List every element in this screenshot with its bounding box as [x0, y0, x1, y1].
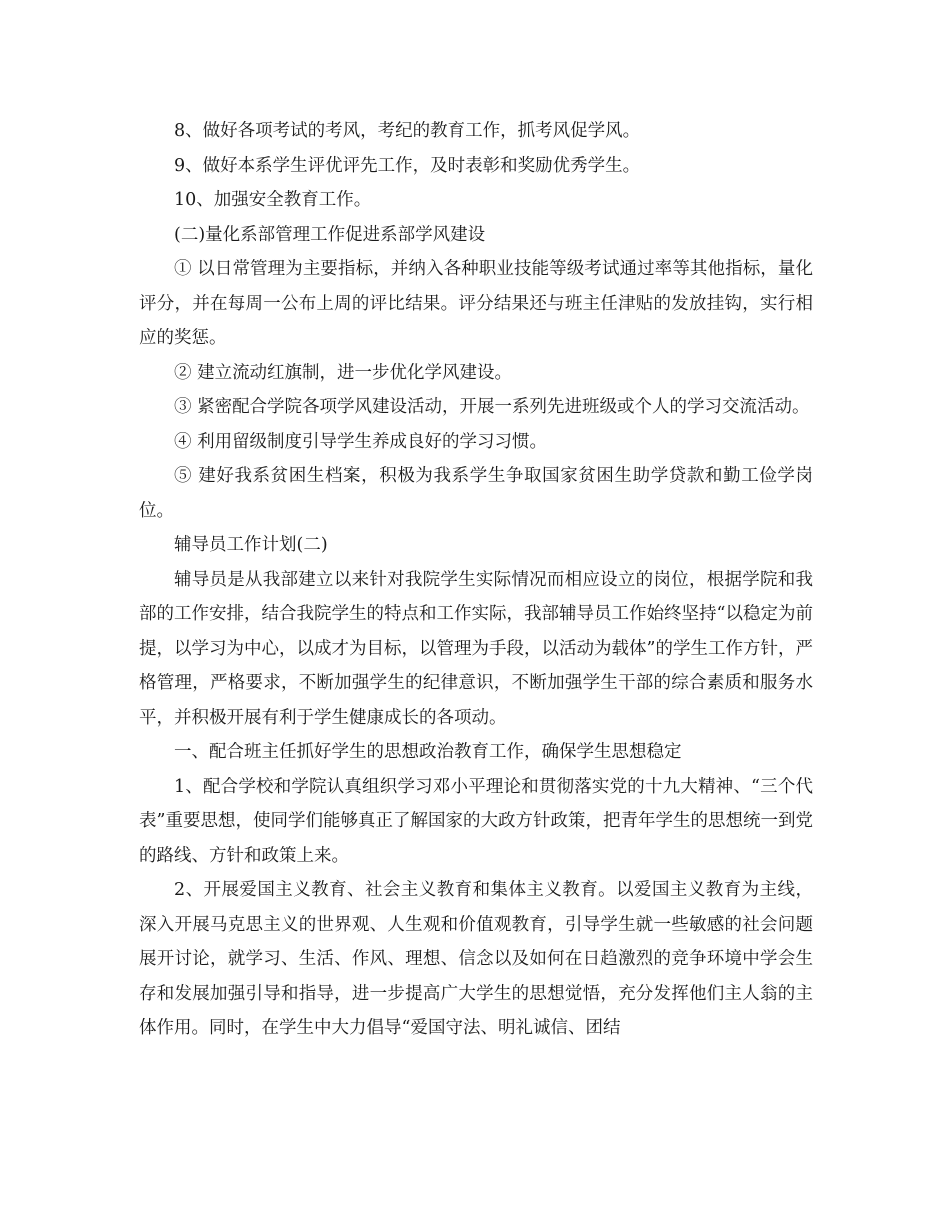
paragraph-item-10: 10、加强安全教育工作。: [174, 190, 372, 210]
paragraph-item-9: 9、做好本系学生评优评先工作，及时表彰和奖励优秀学生。: [174, 155, 641, 176]
section-heading-quantified-management: (二)量化系部管理工作促进系部学风建设: [174, 224, 486, 245]
section-title-counselor-plan-2: 辅导员工作计划(二): [174, 535, 328, 555]
paragraph-circled-3: ③ 紧密配合学院各项学风建设活动，开展一系列先进班级或个人的学习交流活动。: [174, 397, 810, 417]
paragraph-item-2: 2、开展爱国主义教育、社会主义教育和集体主义教育。以爱国主义教育为主线，深入开展马克思主义的世界观、人生观和价值观教育，引导学生就一些敏感的社会问题展开讨论，就学习、生活、作风、理想、信念以及如何在日趋激烈的竞争环境中学会生存和发展加强引导和指导，进一步提高广大学生的思想觉悟，充分发挥他们主人翁的主体作用。同时，在学生中大力倡导“爱国守法、明礼诚信、团结: [139, 880, 813, 1038]
paragraph-circled-4: ④ 利用留级制度引导学生养成良好的学习习惯。: [174, 431, 548, 452]
document-body: [139, 114, 813, 1046]
paragraph-item-1: 1、配合学校和学院认真组织学习邓小平理论和贯彻落实党的十九大精神、“三个代表”重要思想，使同学们能够真正了解国家的大政方针政策，把青年学生的思想统一到党的路线、方针和政策上来。: [139, 776, 813, 866]
section-heading-political-education: 一、配合班主任抓好学生的思想政治教育工作，确保学生思想稳定: [174, 742, 682, 762]
paragraph-item-8: 8、做好各项考试的考风，考纪的教育工作，抓考风促学风。: [174, 121, 641, 141]
paragraph-circled-5: ⑤ 建好我系贫困生档案，积极为我系学生争取国家贫困生助学贷款和勤工俭学岗位。: [139, 466, 813, 521]
paragraph-circled-2: ② 建立流动红旗制，进一步优化学风建设。: [174, 362, 513, 383]
paragraph-counselor-intro: 辅导员是从我部建立以来针对我院学生实际情况而相应设立的岗位，根据学院和我部的工作安排，结合我院学生的特点和工作实际，我部辅导员工作始终坚持“以稳定为前提，以学习为中心，以成才为目标，以管理为手段，以活动为载体”的学生工作方针，严格管理，严格要求，不断加强学生的纪律意识，不断加强学生干部的综合素质和服务水平，并积极开展有利于学生健康成长的各项动。: [139, 569, 813, 728]
paragraph-circled-1: ① 以日常管理为主要指标，并纳入各种职业技能等级考试通过率等其他指标，量化评分，并在每周一公布上周的评比结果。评分结果还与班主任津贴的发放挂钩，实行相应的奖惩。: [139, 259, 813, 348]
